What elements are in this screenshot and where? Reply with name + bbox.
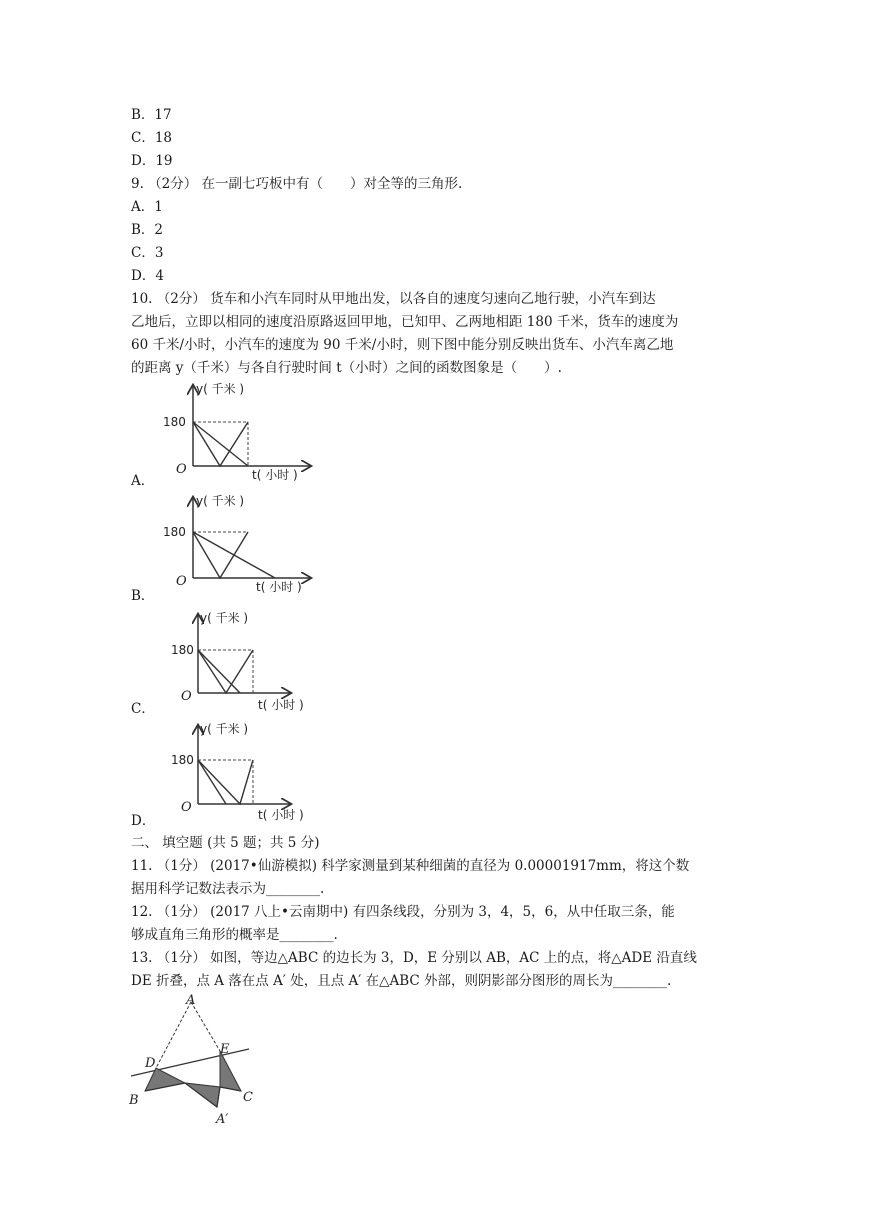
q10-option-a: A． (131, 473, 155, 489)
section-2-heading: 二、 填空题 (共 5 题；共 5 分) (131, 835, 320, 851)
q9-option-b: B．2 (131, 222, 164, 238)
question-12-line-1: 12. （1分） (2017 八上•云南期中) 有四条线段，分别为 3，4，5，6，从中任取三条，能 (131, 904, 675, 920)
graph-b-x-axis-label: t( 小时 ) (256, 580, 302, 594)
graph-d-origin: O (181, 800, 192, 815)
graph-d-x-axis-label: t( 小时 ) (258, 808, 304, 822)
q10-option-d: D． (131, 813, 156, 829)
q9-option-a: A．1 (131, 199, 163, 215)
question-10-line-2: 乙地后，立即以相同的速度沿原路返回甲地，已知甲、乙两地相距 180 千米，货车的速度为 (131, 314, 679, 330)
graph-c-y-axis-label: y( 千米 ) (200, 611, 249, 625)
question-10-line-1: 10. （2分） 货车和小汽车同时从甲地出发，以各自的速度匀速向乙地行驶，小汽车到达 (131, 291, 656, 307)
question-10-line-4: 的距离 y（千米）与各自行驶时间 t（小时）之间的函数图象是（ ）. (131, 360, 562, 376)
option-b-17: B．17 (131, 107, 172, 123)
graph-c-origin: O (181, 689, 192, 704)
graph-a-origin: O (176, 462, 187, 477)
graph-b-origin: O (176, 574, 187, 589)
question-10-line-3: 60 千米/小时，小汽车的速度为 90 千米/小时，则下图中能分别反映出货车、小汽车离乙地 (131, 337, 674, 353)
figure-label-b: B (129, 1093, 139, 1108)
graph-option-c (168, 607, 328, 717)
graph-d-y-axis-label: y( 千米 ) (200, 722, 249, 736)
q9-option-d: D．4 (131, 268, 164, 284)
figure-label-e: E (220, 1042, 230, 1057)
question-12-line-2: 够成直角三角形的概率是________. (131, 927, 338, 943)
graph-c-y-value: 180 (171, 643, 194, 657)
graph-a-y-axis-label: y( 千米 ) (196, 382, 245, 396)
question-11-line-2: 据用科学记数法表示为________. (131, 881, 325, 897)
question-9: 9. （2分） 在一副七巧板中有（ ）对全等的三角形. (131, 176, 463, 192)
graph-c-x-axis-label: t( 小时 ) (258, 698, 304, 712)
figure-label-a-prime: A′ (216, 1112, 229, 1127)
q9-option-c: C．3 (131, 245, 164, 261)
triangle-fold-figure (125, 993, 265, 1128)
graph-option-d (168, 718, 328, 828)
question-13-line-1: 13. （1分） 如图，等边△ABC 的边长为 3，D，E 分别以 AB，AC 上的点，将△ADE 沿直线 (131, 950, 697, 966)
graph-a-x-axis-label: t( 小时 ) (252, 468, 298, 482)
figure-label-a: A (186, 993, 196, 1008)
graph-option-b (160, 490, 320, 600)
option-d-19: D．19 (131, 153, 173, 169)
graph-option-a (160, 378, 320, 488)
graph-b-y-value: 180 (163, 525, 186, 539)
figure-label-d: D (145, 1056, 156, 1071)
figure-label-c: C (243, 1090, 253, 1105)
option-c-18: C．18 (131, 130, 173, 146)
q10-option-c: C． (131, 701, 155, 717)
question-13-line-2: DE 折叠，点 A 落在点 A′ 处，且点 A′ 在△ABC 外部，则阴影部分图形的周长为________. (131, 973, 672, 989)
graph-a-y-value: 180 (163, 415, 186, 429)
question-11-line-1: 11. （1分） (2017•仙游模拟) 科学家测量到某种细菌的直径为 0.00001917mm，将这个数 (131, 858, 690, 874)
graph-d-y-value: 180 (171, 753, 194, 767)
q10-option-b: B． (131, 588, 155, 604)
graph-b-y-axis-label: y( 千米 ) (196, 494, 245, 508)
